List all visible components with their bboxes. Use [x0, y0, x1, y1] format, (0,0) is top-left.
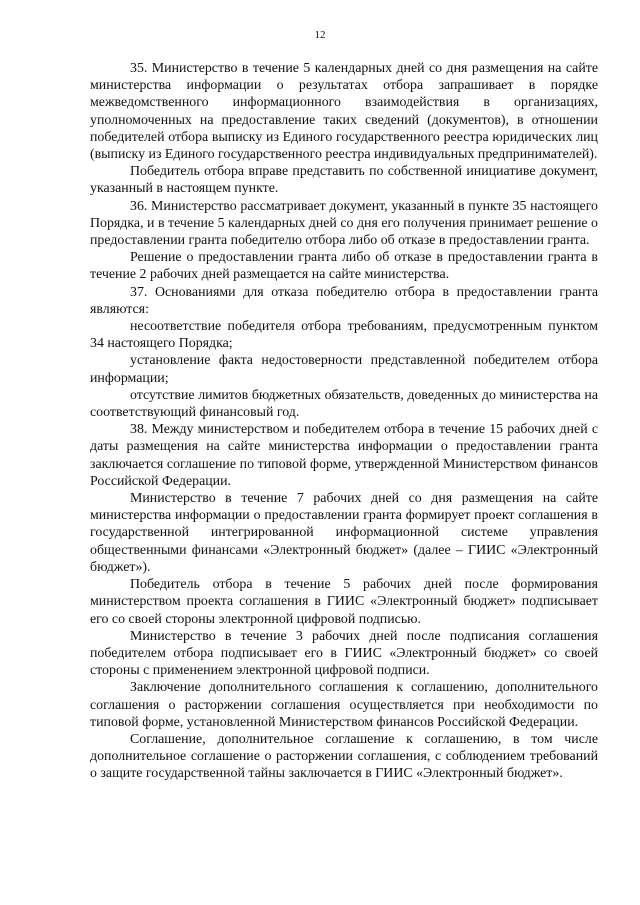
- paragraph-35: 35. Министерство в течение 5 календарных дней со дня размещения на сайте министерства информации о результатах отбора запрашивает в порядке межведомственного информационного взаимодействия в организациях, уполномоченных на предоставление таких сведений (документов), в отношении победителей отбора выписку из Единого государственного реестра юридических лиц (выписку из Единого государственного реестра индивидуальных предпринимателей).: [90, 61, 598, 163]
- paragraph-38-winner-signs: Победитель отбора в течение 5 рабочих дней после формирования министерством проекта соглашения в ГИИС «Электронный бюджет» подписывает его со своей стороны электронной цифровой подписью.: [90, 577, 598, 627]
- refusal-ground-2: установление факта недостоверности представленной победителем отбора информации;: [90, 353, 598, 386]
- page-number: 12: [314, 29, 326, 41]
- paragraph-38-ministry-signs: Министерство в течение 3 рабочих дней после подписания соглашения победителем отбора подписывает его в ГИИС «Электронный бюджет» со своей стороны с применением электронной цифровой подписи.: [90, 628, 598, 679]
- paragraph-36: 36. Министерство рассматривает документ, указанный в пункте 35 настоящего Порядка, и в течение 5 календарных дней со дня его получения принимает решение о предоставлении гранта победителю отбора либо об отказе в предоставлении гранта.: [90, 198, 598, 249]
- paragraph-38-secrecy: Соглашение, дополнительное соглашение к соглашению, в том числе дополнительное соглашение о расторжении соглашения, с соблюдением требований о защите государственной тайны заключается в ГИИС «Электронный бюджет».: [90, 731, 598, 782]
- paragraph-38-draft: Министерство в течение 7 рабочих дней со дня размещения на сайте министерства информации о предоставлении гранта формирует проект соглашения в государственной интегрированной информационной системе управления общественными финансами «Электронный бюджет» (далее – ГИИС «Электронный бюджет»).: [90, 491, 598, 575]
- paragraph-38: 38. Между министерством и победителем отбора в течение 15 рабочих дней с даты размещения на сайте министерства информации о предоставлении гранта заключается соглашение по типовой форме, утвержденной Министерством финансов Российской Федерации.: [90, 422, 598, 489]
- document-body: [90, 60, 598, 783]
- refusal-ground-3: отсутствие лимитов бюджетных обязательств, доведенных до министерства на соответствующий финансовый год.: [90, 387, 598, 421]
- paragraph-35-note: Победитель отбора вправе представить по собственной инициативе документ, указанный в настоящем пункте.: [90, 164, 598, 197]
- paragraph-36-decision: Решение о предоставлении гранта либо об отказе в предоставлении гранта в течение 2 рабочих дней размещается на сайте министерства.: [90, 250, 598, 283]
- paragraph-38-additional-agreement: Заключение дополнительного соглашения к соглашению, дополнительного соглашения о расторжении соглашения осуществляется при необходимости по типовой форме, установленной Министерством финансов Российской Федерации.: [90, 680, 598, 730]
- paragraph-37: 37. Основаниями для отказа победителю отбора в предоставлении гранта являются:: [90, 284, 598, 317]
- refusal-ground-1: несоответствие победителя отбора требованиям, предусмотренным пунктом 34 настоящего Порядка;: [90, 319, 598, 352]
